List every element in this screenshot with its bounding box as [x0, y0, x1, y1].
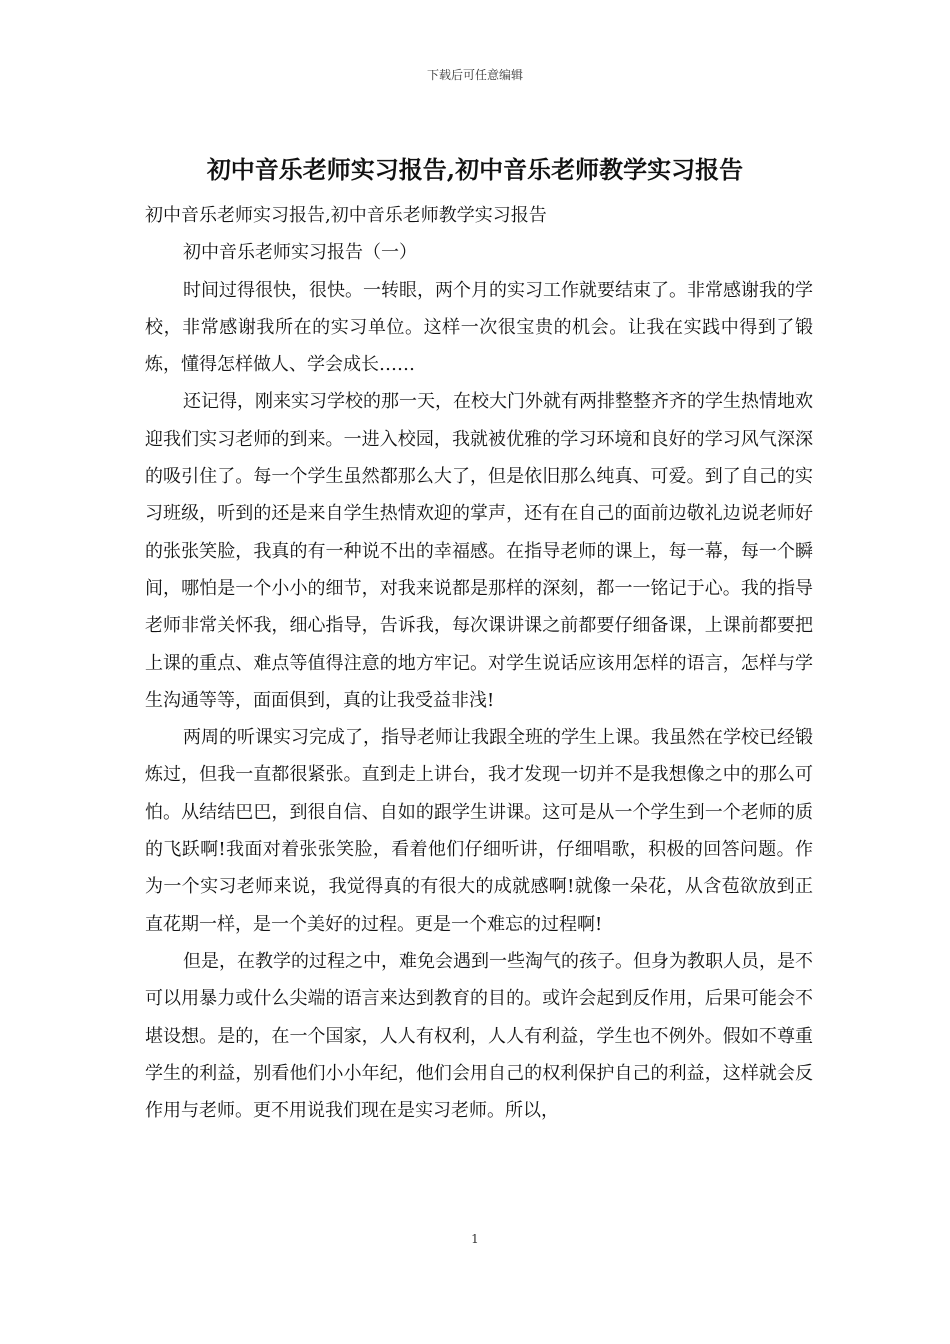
paragraph-4: 但是，在教学的过程之中，难免会遇到一些淘气的孩子。但身为教职人员，是不可以用暴力或什么尖端的语言来达到教育的目的。或许会起到反作用，后果可能会不堪设想。是的，在一个国家，人人有权利，人人有利益，学生也不例外。假如不尊重学生的利益，别看他们小小年纪，他们会用自己的权利保护自己的利益，这样就会反作用与老师。更不用说我们现在是实习老师。所以， — [145, 950, 813, 1122]
page-number: 1 — [471, 1232, 479, 1246]
header-note: 下载后可任意编辑 — [426, 68, 523, 82]
document-body — [145, 197, 813, 1129]
paragraph-2: 还记得，刚来实习学校的那一天，在校大门外就有两排整整齐齐的学生热情地欢迎我们实习老师的到来。一进入校园，我就被优雅的学习环境和良好的学习风气深深的吸引住了。每一个学生虽然都那么大了，但是依旧那么纯真、可爱。到了自己的实习班级，听到的还是来自学生热情欢迎的掌声，还有在自己的面前边敬礼边说老师好的张张笑脸，我真的有一种说不出的幸福感。在指导老师的课上，每一幕，每一个瞬间，哪怕是一个小小的细节，对我来说都是那样的深刻，都一一铭记于心。我的指导老师非常关怀我，细心指导，告诉我，每次课讲课之前都要仔细备课，上课前都要把上课的重点、难点等值得注意的地方牢记。对学生说话应该用怎样的语言，怎样与学生沟通等等，面面俱到，真的让我受益非浅! — [145, 391, 813, 711]
paragraph-3: 两周的听课实习完成了，指导老师让我跟全班的学生上课。我虽然在学校已经锻炼过，但我一直都很紧张。直到走上讲台，我才发现一切并不是我想像之中的那么可怕。从结结巴巴，到很自信、自如的跟学生讲课。这可是从一个学生到一个老师的质的飞跃啊!我面对着张张笑脸，看着他们仔细听讲，仔细唱歌，积极的回答问题。作为一个实习老师来说，我觉得真的有很大的成就感啊!就像一朵花，从含苞欲放到正直花期一样，是一个美好的过程。更是一个难忘的过程啊! — [145, 727, 813, 935]
document-subtitle: 初中音乐老师实习报告,初中音乐老师教学实习报告 — [145, 205, 547, 226]
document-title: 初中音乐老师实习报告,初中音乐老师教学实习报告 — [206, 155, 744, 184]
section-heading: 初中音乐老师实习报告（一） — [183, 242, 417, 264]
paragraph-1: 时间过得很快，很快。一转眼，两个月的实习工作就要结束了。非常感谢我的学校，非常感谢我所在的实习单位。这样一次很宝贵的机会。让我在实践中得到了锻炼，懂得怎样做人、学会成长…… — [145, 279, 813, 376]
